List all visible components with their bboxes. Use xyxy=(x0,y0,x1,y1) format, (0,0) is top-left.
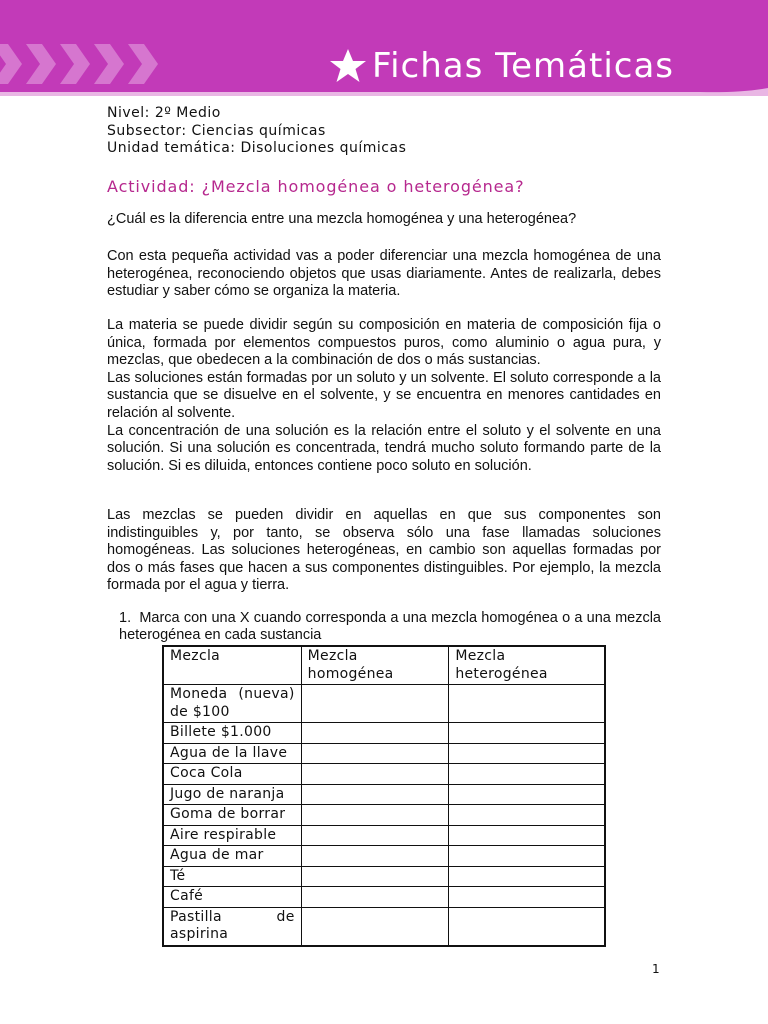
substance-cell: Agua de la llave xyxy=(163,743,301,764)
table-row xyxy=(163,784,605,805)
unidad-line: Unidad temática: Disoluciones químicas xyxy=(107,140,407,156)
header-banner xyxy=(0,0,768,96)
homogenea-mark-cell[interactable] xyxy=(301,685,449,723)
page-number: 1 xyxy=(652,962,660,976)
heterogenea-mark-cell[interactable] xyxy=(449,743,605,764)
materia-paragraph: La materia se puede dividir según su composición en materia de composición fija o única, formada por elementos compuestos puros, como aluminio o agua pura, y mezclas, que obedecen a la combinación de dos o más sustancias. xyxy=(107,317,661,369)
homogenea-mark-cell[interactable] xyxy=(301,723,449,744)
substance-cell: Pastilla de aspirina xyxy=(163,907,301,946)
table-header-row xyxy=(163,646,605,685)
classification-table xyxy=(162,645,606,947)
heterogenea-mark-cell[interactable] xyxy=(449,825,605,846)
table-body xyxy=(163,685,605,946)
star-icon xyxy=(328,48,368,84)
homogenea-mark-cell[interactable] xyxy=(301,846,449,867)
table-row xyxy=(163,887,605,908)
substance-cell: Jugo de naranja xyxy=(163,784,301,805)
heterogenea-mark-cell[interactable] xyxy=(449,866,605,887)
table-row xyxy=(163,825,605,846)
subsector-line: Subsector: Ciencias químicas xyxy=(107,122,326,139)
question-paragraph: ¿Cuál es la diferencia entre una mezcla homogénea y una heterogénea? xyxy=(107,211,577,227)
substance-cell: Té xyxy=(163,866,301,887)
homogenea-mark-cell[interactable] xyxy=(301,805,449,826)
activity-title: Actividad: ¿Mezcla homogénea o heterogénea? xyxy=(107,177,525,196)
homogenea-mark-cell[interactable] xyxy=(301,866,449,887)
soluciones-paragraph: Las soluciones están formadas por un soluto y un solvente. El soluto corresponde a la sustancia que se disuelve en el solvente, y se encuentra en menores cantidades en relación al solvente. xyxy=(107,369,661,421)
table-row xyxy=(163,685,605,723)
table-row xyxy=(163,764,605,785)
homogenea-mark-cell[interactable] xyxy=(301,887,449,908)
instruction-number: 1. xyxy=(119,610,132,626)
substance-cell: Moneda (nueva) de $100 xyxy=(163,685,301,723)
instruction xyxy=(119,610,661,644)
heterogenea-mark-cell[interactable] xyxy=(449,846,605,867)
header-heterogenea: Mezcla heterogénea xyxy=(449,646,605,685)
table-row xyxy=(163,743,605,764)
header-mezcla: Mezcla xyxy=(163,646,301,685)
concentracion-paragraph: La concentración de una solución es la relación entre el soluto y el solvente en una solución. Si una solución es concentrada, tendrá mucho soluto formando parte de la solución. Si es diluida, entonces contiene poco soluto en solución. xyxy=(107,422,661,474)
nivel-line: Nivel: 2º Medio xyxy=(107,105,221,121)
materia-block xyxy=(107,317,661,475)
substance-cell: Coca Cola xyxy=(163,764,301,785)
homogenea-mark-cell[interactable] xyxy=(301,743,449,764)
substance-cell: Aire respirable xyxy=(163,825,301,846)
mezclas-paragraph: Las mezclas se pueden dividir en aquellas en que sus componentes son indistinguibles y, por tanto, se observa sólo una fase llamadas soluciones homogéneas. Las soluciones heterogéneas, en cambio son aquellas formadas por dos o más fases que hacen a sus componentes distinguibles. Por ejemplo, la mezcla formada por el agua y tierra. xyxy=(107,507,661,594)
homogenea-mark-cell[interactable] xyxy=(301,907,449,946)
substance-cell: Café xyxy=(163,887,301,908)
heterogenea-mark-cell[interactable] xyxy=(449,805,605,826)
header-homogenea: Mezcla homogénea xyxy=(301,646,449,685)
meta-block xyxy=(107,105,406,158)
substance-cell: Goma de borrar xyxy=(163,805,301,826)
instruction-text: Marca con una X cuando corresponda a una mezcla homogénea o a una mezcla heterogénea en cada sustancia xyxy=(119,610,662,643)
table-row xyxy=(163,907,605,946)
intro-paragraph: Con esta pequeña actividad vas a poder diferenciar una mezcla homogénea de una heterogénea, reconociendo objetos que usas diariamente. Antes de realizarla, debes estudiar y saber cómo se organiza la materia. xyxy=(107,248,661,300)
heterogenea-mark-cell[interactable] xyxy=(449,784,605,805)
heterogenea-mark-cell[interactable] xyxy=(449,887,605,908)
heterogenea-mark-cell[interactable] xyxy=(449,723,605,744)
table-row xyxy=(163,723,605,744)
heterogenea-mark-cell[interactable] xyxy=(449,685,605,723)
heterogenea-mark-cell[interactable] xyxy=(449,907,605,946)
homogenea-mark-cell[interactable] xyxy=(301,784,449,805)
table-row xyxy=(163,805,605,826)
table-row xyxy=(163,846,605,867)
homogenea-mark-cell[interactable] xyxy=(301,825,449,846)
header-title: Fichas Temáticas xyxy=(372,46,675,86)
homogenea-mark-cell[interactable] xyxy=(301,764,449,785)
substance-cell: Agua de mar xyxy=(163,846,301,867)
heterogenea-mark-cell[interactable] xyxy=(449,764,605,785)
substance-cell: Billete $1.000 xyxy=(163,723,301,744)
table-row xyxy=(163,866,605,887)
